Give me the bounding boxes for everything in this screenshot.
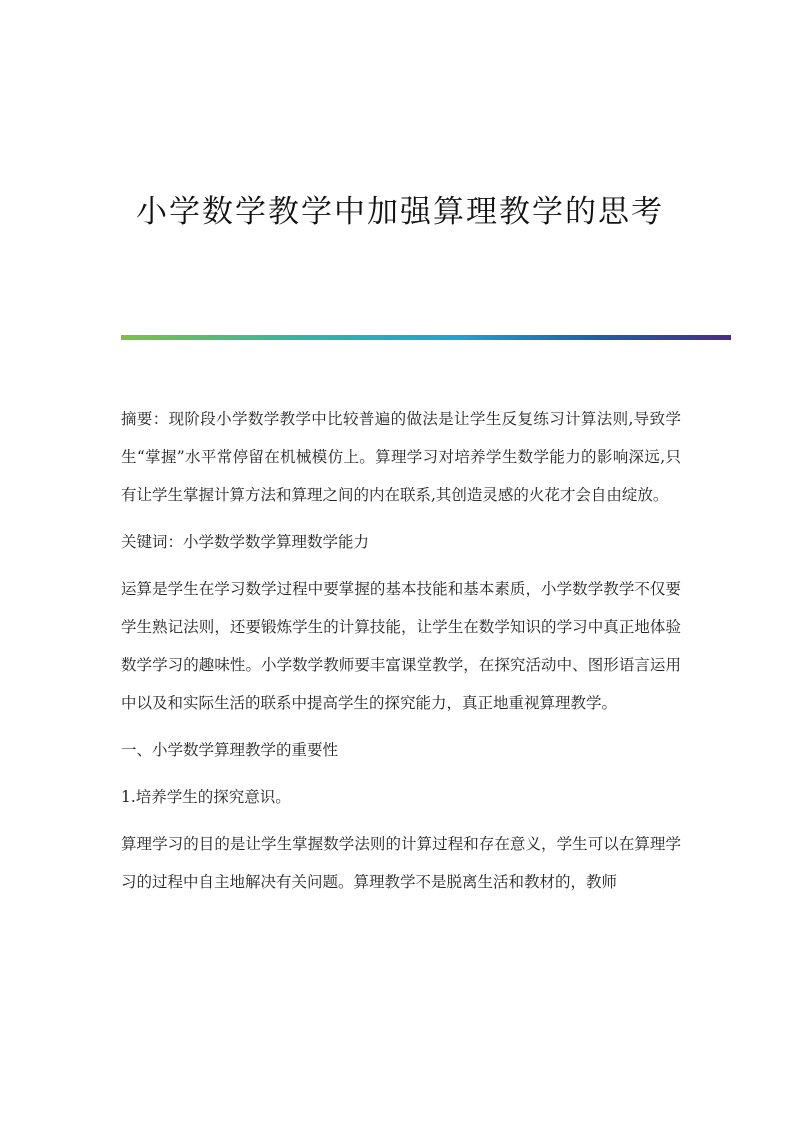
body-paragraph: 算理学习的目的是让学生掌握数学法则的计算过程和存在意义，学生可以在算理学习的过程中自主地解决有关问题。算理教学不是脱离生活和教材的，教师	[121, 835, 681, 891]
title-divider	[121, 335, 731, 340]
intro-paragraph: 运算是学生在学习数学过程中要掌握的基本技能和基本素质，小学数学教学不仅要学生熟记法则，还要锻炼学生的计算技能，让学生在数学知识的学习中真正地体验数学学习的趣味性。小学数学教师要丰富课堂教学，在探究活动中、图形语言运用中以及和实际生活的联系中提高学生的探究能力，真正地重视算理教学。	[121, 580, 681, 712]
subsection-heading: 1.培养学生的探究意识。	[121, 788, 291, 806]
document-body	[121, 400, 681, 901]
document-title: 小学数学教学中加强算理教学的思考	[136, 194, 664, 230]
keywords-line: 关键词：小学数学数学算理数学能力	[121, 533, 370, 551]
abstract-paragraph: 摘要：现阶段小学数学教学中比较普遍的做法是让学生反复练习计算法则,导致学生“掌握”水平常停留在机械模仿上。算理学习对培养学生数学能力的影响深远,只有让学生掌握计算方法和算理之间的内在联系,其创造灵感的火花才会自由绽放。	[121, 410, 681, 504]
section-heading: 一、小学数学算理教学的重要性	[121, 741, 339, 759]
